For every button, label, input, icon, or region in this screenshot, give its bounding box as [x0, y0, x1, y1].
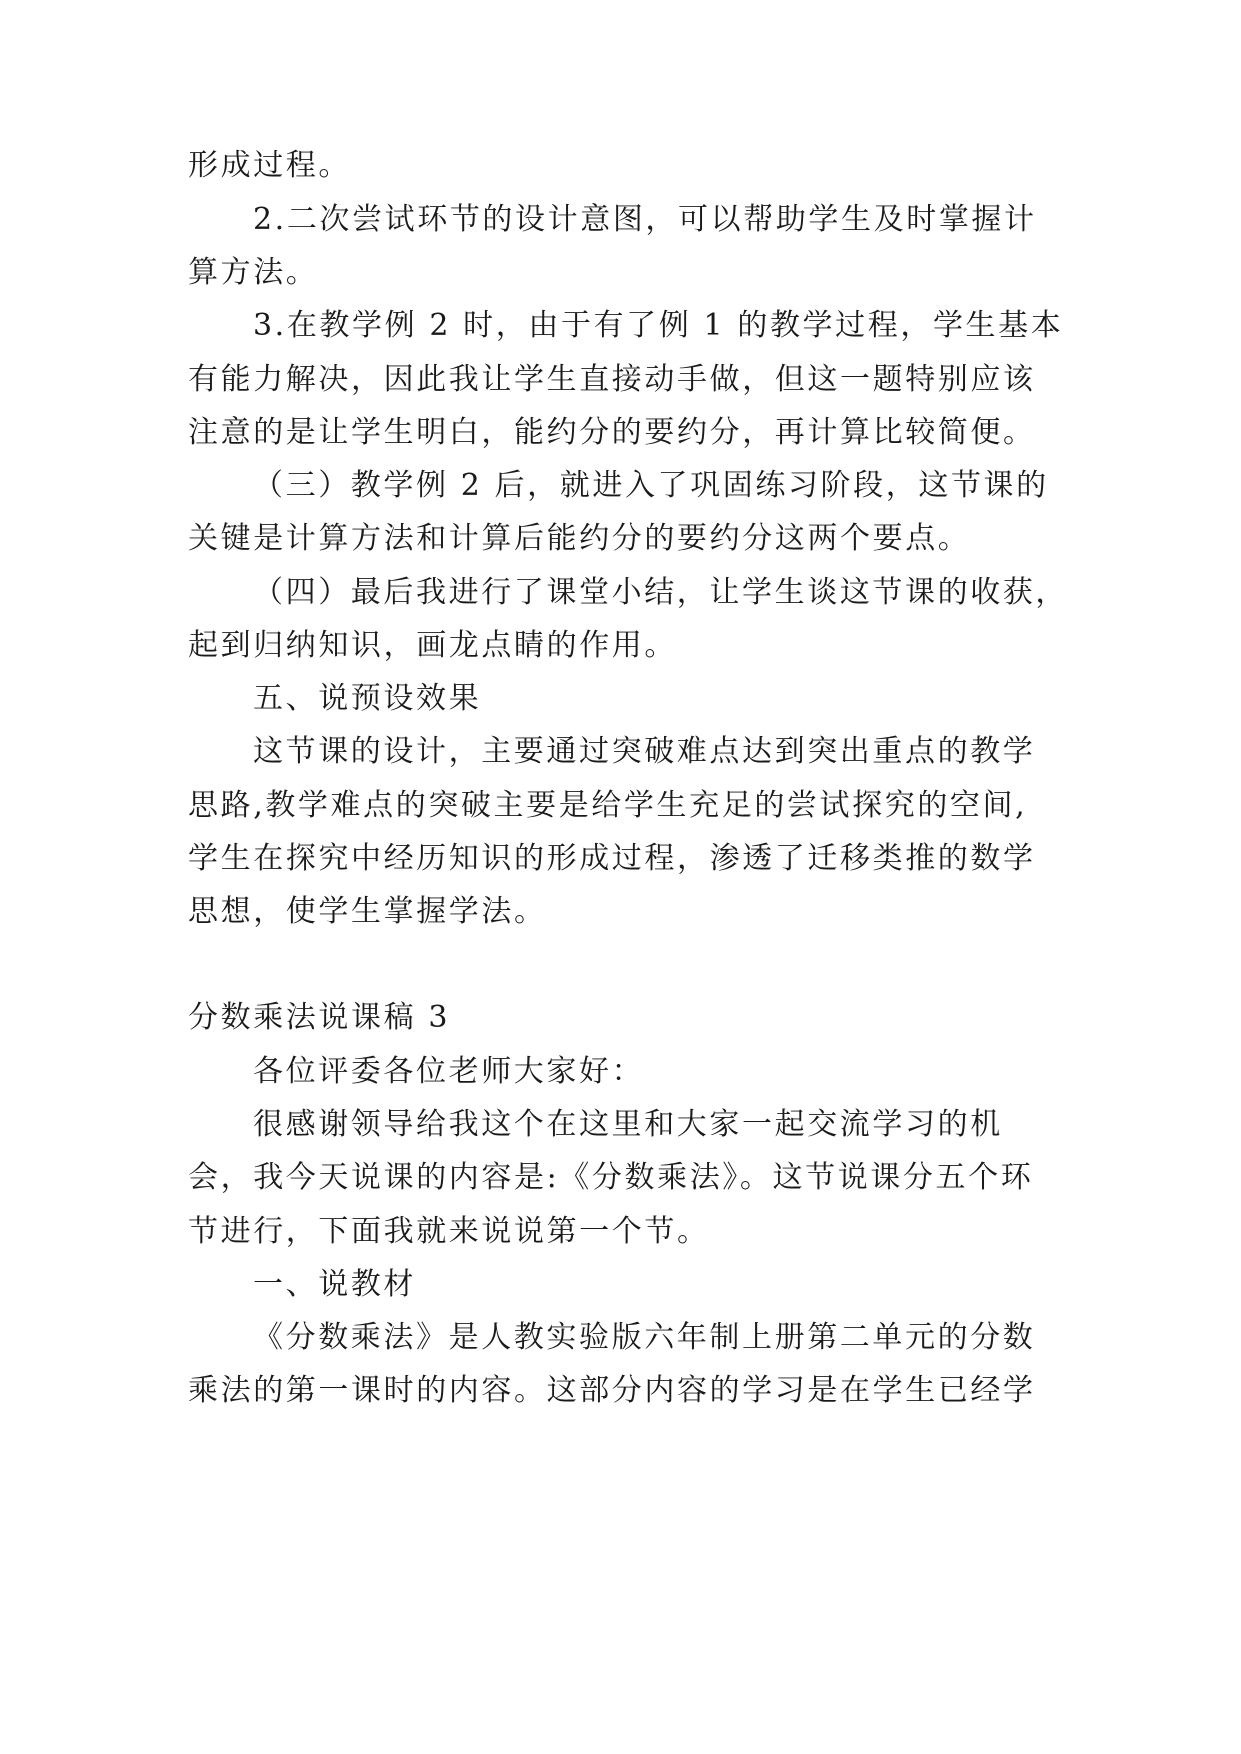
greeting-line: 各位评委各位老师大家好： — [253, 1054, 645, 1089]
document-title: 分数乘法说课稿 3 — [188, 1000, 451, 1035]
paragraph-line: 有能力解决，因此我让学生直接动手做，但这一题特别应该 — [188, 362, 1036, 397]
paragraph-line: 很感谢领导给我这个在这里和大家一起交流学习的机 — [253, 1107, 1003, 1142]
section-heading: 五、说预设效果 — [253, 681, 482, 716]
paragraph-line: 学生在探究中经历知识的形成过程，渗透了迁移类推的数学 — [188, 841, 1036, 876]
paragraph-line: 注意的是让学生明白，能约分的要约分，再计算比较简便。 — [188, 415, 1036, 450]
paragraph-line: 算方法。 — [188, 255, 319, 290]
paragraph-line: 形成过程。 — [188, 148, 351, 183]
paragraph-line: 思路,教学难点的突破主要是给学生充足的尝试探究的空间, — [188, 788, 1028, 823]
section-heading: 一、说教材 — [253, 1267, 416, 1302]
paragraph-line: 这节课的设计，主要通过突破难点达到突出重点的教学 — [253, 734, 1036, 769]
paragraph-line: 2.二次尝试环节的设计意图，可以帮助学生及时掌握计 — [253, 202, 1037, 237]
paragraph-line: 3.在教学例 2 时，由于有了例 1 的教学过程，学生基本 — [253, 308, 1064, 343]
paragraph-line: 思想，使学生掌握学法。 — [188, 894, 547, 929]
paragraph-line: 《分数乘法》是人教实验版六年制上册第二单元的分数 — [253, 1320, 1036, 1355]
paragraph-line: 节进行，下面我就来说说第一个节。 — [188, 1214, 710, 1249]
paragraph-line: 会，我今天说课的内容是:《分数乘法》。这节说课分五个环 — [188, 1160, 1034, 1195]
paragraph-line: （三）教学例 2 后，就进入了巩固练习阶段，这节课的 — [253, 468, 1049, 503]
paragraph-line: 关键是计算方法和计算后能约分的要约分这两个要点。 — [188, 521, 971, 556]
paragraph-line: 起到归纳知识，画龙点睛的作用。 — [188, 628, 677, 663]
paragraph-line: （四）最后我进行了课堂小结，让学生谈这节课的收获， — [253, 575, 1068, 610]
paragraph-line: 乘法的第一课时的内容。这部分内容的学习是在学生已经学 — [188, 1373, 1036, 1408]
